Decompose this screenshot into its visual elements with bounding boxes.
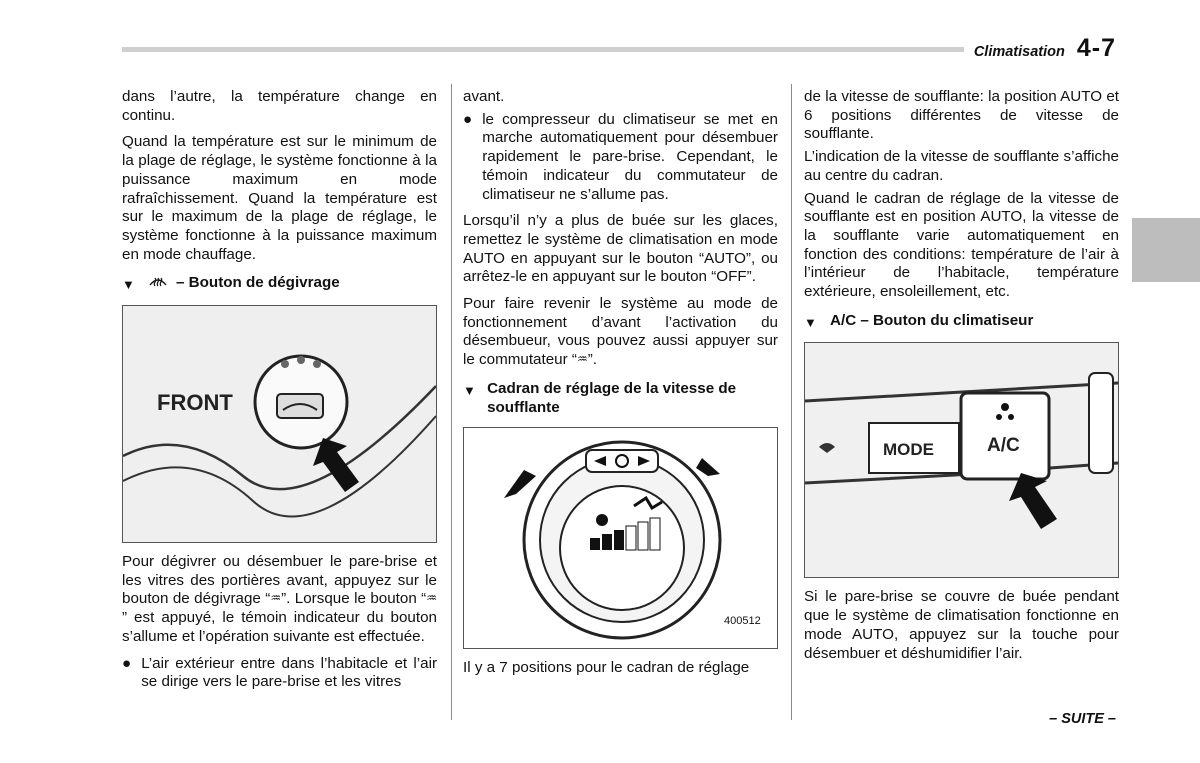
paragraph: Pour dégivrer ou désembuer le pare-brise et les vitres des portières avant, appuyez sur le bouton de dégivrage “♒”. Lorsque le bouton “♒” est appuyé, le témoin indicateur du bouton s’allume et l’opération suivante est effectuée.	[122, 553, 437, 645]
column-divider-2	[791, 84, 792, 720]
section-heading-text: A/C – Bouton du climatiseur	[830, 311, 1034, 329]
triangle-icon: ▼	[463, 382, 476, 398]
section-heading-text: – Bouton de dégivrage	[176, 274, 340, 292]
mode-label: MODE	[883, 440, 934, 460]
paragraph: de la vitesse de soufflante: la position AUTO et 6 positions différentes de vitesse de soufflante.	[804, 88, 1119, 143]
figure-caption: Il y a 7 positions pour le cadran de réglage	[463, 659, 750, 677]
ac-button-figure	[804, 342, 1119, 578]
section-title: Climatisation	[973, 44, 1065, 60]
paragraph: Quand la température est sur le minimum de la plage de réglage, le système fonctionne à la puissance maximum en mode rafraîchissement. Quand la température est sur le maximum de la plage de réglage, le système fonctionne à la puissance maximum en mode chauffage.	[122, 133, 437, 263]
triangle-icon: ▼	[804, 314, 817, 330]
paragraph: Quand le cadran de réglage de la vitesse de soufflante est en position AUTO, la vitesse de la soufflante varie automatiquement en fonction des conditions: température de l’air à l’intérieur de l’habitacle, température extérieure, ensoleillement, etc.	[804, 189, 1119, 301]
column-3	[804, 88, 1119, 671]
figure-id: 400512	[724, 615, 761, 628]
section-heading-fan	[463, 380, 778, 417]
paragraph: L’indication de la vitesse de soufflante s’affiche au centre du cadran.	[804, 148, 1119, 184]
section-heading-ac	[804, 312, 1119, 333]
section-heading-defrost	[122, 274, 437, 295]
paragraph: Si le pare-brise se couvre de buée pendant que le système de climatisation fonctionne en mode AUTO, appuyez sur la touche pour désembuer et déshumidifier l’air.	[804, 588, 1119, 662]
list-item: ● L’air extérieur entre dans l’habitacle et l’air se dirige vers le pare-brise et les vitres	[122, 654, 437, 691]
column-1	[122, 88, 437, 692]
defrost-icon: ♒	[576, 352, 588, 367]
front-label: FRONT	[157, 390, 233, 416]
defrost-icon: ♒	[426, 591, 437, 606]
column-divider-1	[451, 84, 452, 720]
continued-label: – SUITE –	[1049, 711, 1116, 727]
paragraph: dans l’autre, la température change en continu.	[122, 88, 437, 124]
paragraph: Pour faire revenir le système au mode de fonctionnement d’avant l’activation du désembueur, vous pouvez aussi appuyer sur le commutateur “♒”.	[463, 295, 778, 369]
bullet-icon: ●	[122, 654, 132, 672]
page-number: 4-7	[1076, 34, 1116, 62]
triangle-icon: ▼	[122, 277, 135, 293]
list-item: ● le compresseur du climatiseur se met en marche automatiquement pour désembuer rapidement le pare-brise. Cependant, le témoin indicateur du commutateur de climatiseur ne s’allume pas.	[463, 110, 778, 203]
bullet-icon: ●	[463, 110, 473, 128]
paragraph: avant.	[463, 88, 505, 105]
column-2	[463, 88, 778, 686]
section-heading-text: Cadran de réglage de la vitesse de soufflante	[487, 379, 737, 416]
paragraph: Lorsqu’il n’y a plus de buée sur les glaces, remettez le système de climatisation en mode AUTO en appuyant sur le bouton “AUTO”, ou arrêtez-le en appuyant sur le bouton “OFF”.	[463, 212, 778, 286]
chapter-thumb-tab	[1132, 218, 1200, 282]
defrost-icon: ♒	[270, 591, 282, 606]
defrost-button-figure	[122, 305, 437, 543]
defrost-icon	[148, 274, 168, 294]
ac-label: A/C	[987, 435, 1020, 457]
running-head	[974, 34, 1116, 63]
header-rule	[122, 47, 964, 52]
fan-speed-dial-figure	[463, 427, 778, 649]
